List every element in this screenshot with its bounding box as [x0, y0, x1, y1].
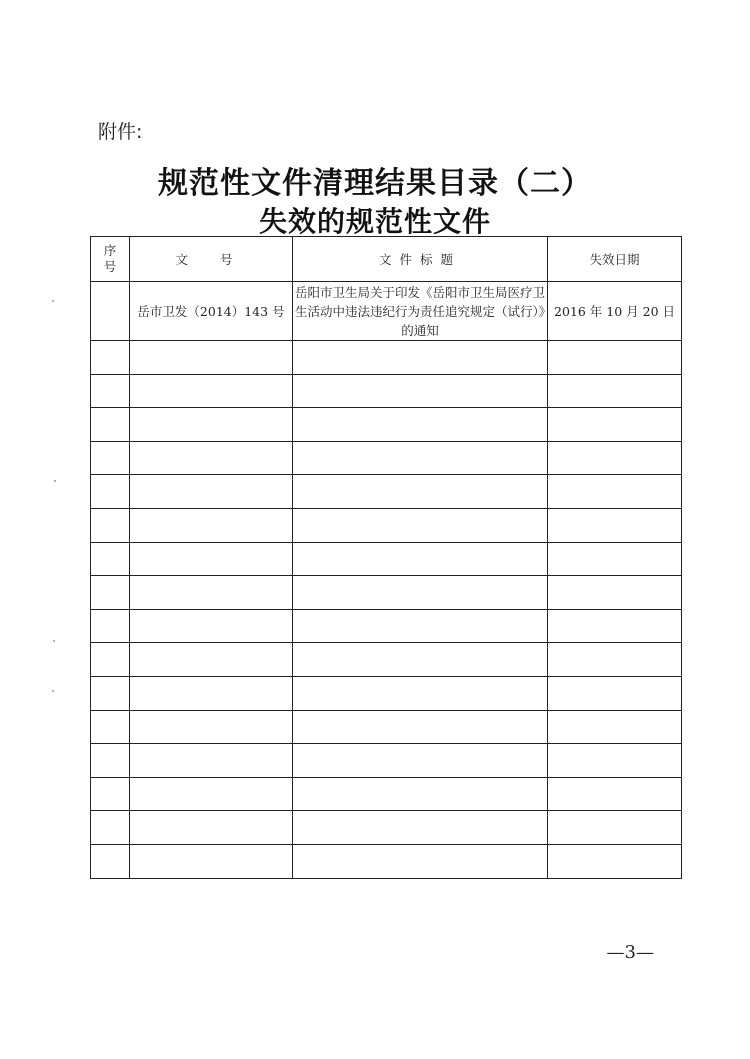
cell-invalid-date	[548, 643, 682, 677]
header-invalid-date	[548, 237, 682, 282]
cell-doc-no	[130, 542, 293, 576]
cell-doc-no	[130, 374, 293, 408]
cell-seq	[91, 710, 130, 744]
cell-doc-no: 岳市卫发（2014）143 号	[130, 282, 293, 341]
header-seq-char: 序	[103, 243, 117, 258]
cell-doc-title	[293, 744, 548, 778]
cell-invalid-date	[548, 475, 682, 509]
cell-invalid-date	[548, 777, 682, 811]
header-doc-title-label: 文件标题	[378, 252, 461, 267]
cell-seq	[91, 475, 130, 509]
header-seq-char: 号	[103, 259, 117, 274]
cell-doc-no	[130, 811, 293, 845]
cell-doc-no	[130, 576, 293, 610]
scan-specks	[52, 300, 58, 700]
cell-doc-title	[293, 374, 548, 408]
scan-speck	[52, 690, 54, 692]
cell-doc-title	[293, 508, 548, 542]
table-row-empty	[91, 542, 682, 576]
cell-seq	[91, 542, 130, 576]
cell-doc-no	[130, 475, 293, 509]
cell-doc-title	[293, 811, 548, 845]
cell-invalid-date	[548, 710, 682, 744]
cell-doc-title	[293, 844, 548, 878]
cell-doc-no	[130, 441, 293, 475]
table-row-empty	[91, 744, 682, 778]
cell-seq	[91, 341, 130, 375]
header-seq	[91, 237, 130, 282]
header-doc-no	[130, 237, 293, 282]
cell-seq	[91, 811, 130, 845]
table-row-empty	[91, 609, 682, 643]
cell-seq	[91, 576, 130, 610]
page-title: 规范性文件清理结果目录（二）	[158, 166, 592, 201]
header-doc-no-label: 文 号	[175, 252, 247, 267]
cell-doc-no	[130, 508, 293, 542]
cell-seq	[91, 777, 130, 811]
cell-invalid-date	[548, 508, 682, 542]
cell-doc-no	[130, 676, 293, 710]
cell-invalid-date	[548, 744, 682, 778]
cell-doc-no	[130, 777, 293, 811]
cell-invalid-date	[548, 576, 682, 610]
cell-doc-title	[293, 777, 548, 811]
scan-speck	[53, 640, 55, 642]
cell-seq	[91, 374, 130, 408]
cell-invalid-date	[548, 844, 682, 878]
cell-seq	[91, 508, 130, 542]
table-row-empty	[91, 777, 682, 811]
table-row-empty	[91, 811, 682, 845]
cell-invalid-date	[548, 441, 682, 475]
cell-seq	[91, 844, 130, 878]
page-subtitle: 失效的规范性文件	[258, 205, 491, 238]
cell-doc-title	[293, 576, 548, 610]
table-row-empty	[91, 408, 682, 442]
cell-seq	[91, 643, 130, 677]
cell-doc-no	[130, 844, 293, 878]
cell-doc-title	[293, 475, 548, 509]
cell-doc-title	[293, 643, 548, 677]
header-seq-label	[91, 243, 129, 275]
table-header-row	[91, 237, 682, 282]
cell-doc-no	[130, 744, 293, 778]
cell-seq	[91, 441, 130, 475]
cell-invalid-date	[548, 676, 682, 710]
cell-seq	[91, 744, 130, 778]
documents-table	[90, 236, 682, 879]
cell-invalid-date	[548, 542, 682, 576]
table-row-empty	[91, 441, 682, 475]
cell-invalid-date	[548, 374, 682, 408]
cell-doc-no	[130, 408, 293, 442]
cell-invalid-date: 2016 年 10 月 20 日	[548, 282, 682, 341]
cell-seq	[91, 408, 130, 442]
table-row-empty	[91, 576, 682, 610]
cell-doc-title	[293, 710, 548, 744]
cell-doc-no	[130, 341, 293, 375]
cell-doc-title	[293, 441, 548, 475]
cell-doc-title	[293, 341, 548, 375]
table-row-empty	[91, 710, 682, 744]
table-row-empty	[91, 844, 682, 878]
page-number: —3—	[606, 942, 654, 963]
cell-doc-no	[130, 710, 293, 744]
cell-invalid-date	[548, 341, 682, 375]
table-row-empty	[91, 374, 682, 408]
cell-invalid-date	[548, 408, 682, 442]
table-row-empty	[91, 676, 682, 710]
cell-doc-no	[130, 609, 293, 643]
cell-seq	[91, 609, 130, 643]
header-doc-title	[293, 237, 548, 282]
cell-invalid-date	[548, 811, 682, 845]
scan-speck	[52, 300, 54, 302]
cell-doc-title	[293, 676, 548, 710]
header-invalid-date-label: 失效日期	[589, 252, 640, 267]
scan-speck	[54, 480, 56, 482]
cell-seq	[91, 676, 130, 710]
cell-doc-title	[293, 408, 548, 442]
cell-doc-no	[130, 643, 293, 677]
cell-doc-title: 岳阳市卫生局关于印发《岳阳市卫生局医疗卫生活动中违法违纪行为责任追究规定（试行）》的通知	[293, 282, 548, 341]
cell-invalid-date	[548, 609, 682, 643]
table-row	[91, 282, 682, 341]
table-row-empty	[91, 643, 682, 677]
annex-label: 附件:	[98, 121, 143, 143]
cell-doc-title	[293, 609, 548, 643]
cell-doc-title	[293, 542, 548, 576]
table-row-empty	[91, 341, 682, 375]
cell-seq	[91, 282, 130, 341]
table-row-empty	[91, 508, 682, 542]
table-row-empty	[91, 475, 682, 509]
